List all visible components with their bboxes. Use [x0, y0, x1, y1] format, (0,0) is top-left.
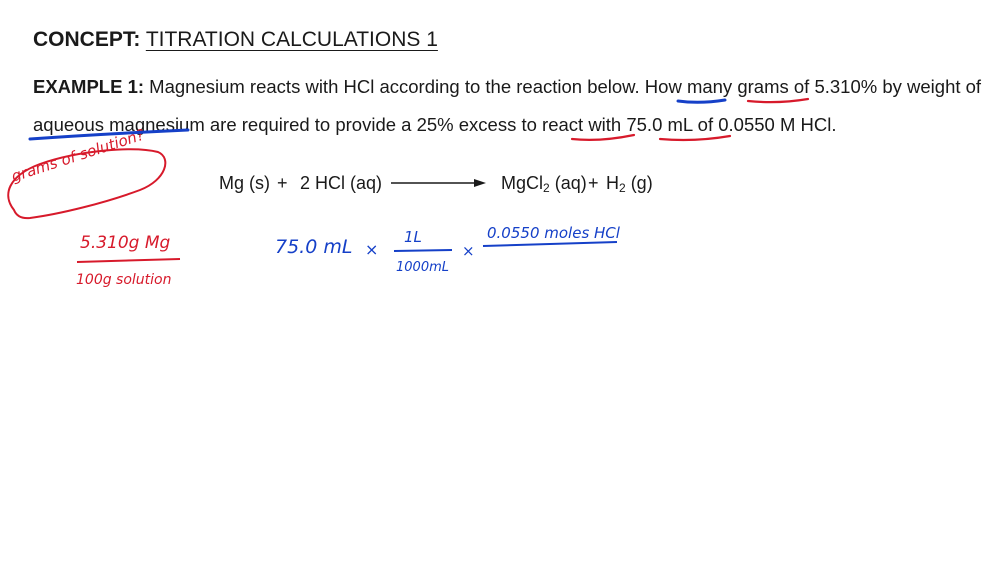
line1-part1: Magnesium reacts with HCl according to the reaction below. How many: [149, 76, 733, 97]
product-mgcl2: [501, 173, 587, 195]
red-fraction-denominator: 100g solution: [76, 272, 172, 288]
product-h2: [606, 173, 653, 195]
line1-grams: grams: [737, 76, 789, 97]
line2-volume: 75.0 mL: [626, 114, 693, 135]
blue-fraction2-numerator: 0.0550 moles HCl: [487, 224, 620, 242]
example-label: EXAMPLE 1:: [33, 76, 145, 97]
product-mgcl2-main: MgCl: [501, 173, 544, 193]
line2-part3: HCl.: [800, 114, 837, 135]
product-h2-state: (g): [625, 173, 653, 193]
product-h2-subscript: 2: [619, 181, 626, 195]
line2-part1: are required to provide a 25% excess to react with: [209, 114, 622, 135]
line2-part2: of: [697, 114, 714, 135]
red-bubble-text: grams of solution?: [9, 125, 147, 186]
line2-molarity: 0.0550 M: [718, 114, 796, 135]
line1-part2: of: [793, 76, 810, 97]
red-fraction-bar: [77, 259, 180, 262]
reaction-arrow-head: [474, 179, 486, 187]
page-title: [33, 28, 438, 52]
example-line-2: [33, 114, 837, 136]
blue-fraction-numerator: 1L: [404, 228, 422, 246]
blue-fraction-denominator: 1000mL: [396, 260, 449, 275]
title-text: TITRATION CALCULATIONS 1: [145, 28, 438, 51]
blue-fraction-bar-2: [483, 242, 617, 246]
product-h2-main: H: [606, 173, 619, 193]
blue-times-1: ×: [365, 240, 379, 259]
blue-times-2: ×: [462, 242, 475, 260]
title-keyword: CONCEPT:: [33, 28, 141, 51]
reaction-plus-1: +: [277, 173, 288, 193]
blue-fraction-bar-1: [394, 250, 452, 251]
product-mgcl2-subscript: 2: [543, 181, 550, 195]
reaction-plus-2: +: [588, 173, 599, 193]
red-underline-molarity: [660, 136, 730, 140]
line1-part3: by weight of: [882, 76, 982, 97]
line1-percent: 5.310%: [814, 76, 878, 97]
red-fraction-numerator: 5.310g Mg: [80, 233, 171, 253]
example-line-1: [33, 76, 981, 98]
reactant-mg: Mg (s): [219, 173, 270, 193]
line2-aqueous: aqueous magnesium: [33, 114, 205, 135]
blue-volume: 75.0 mL: [275, 236, 353, 258]
red-underline-percent: [748, 99, 808, 102]
reactant-hcl: 2 HCl (aq): [300, 173, 383, 193]
product-mgcl2-state: (aq): [549, 173, 587, 193]
blue-underline-grams: [678, 100, 725, 102]
